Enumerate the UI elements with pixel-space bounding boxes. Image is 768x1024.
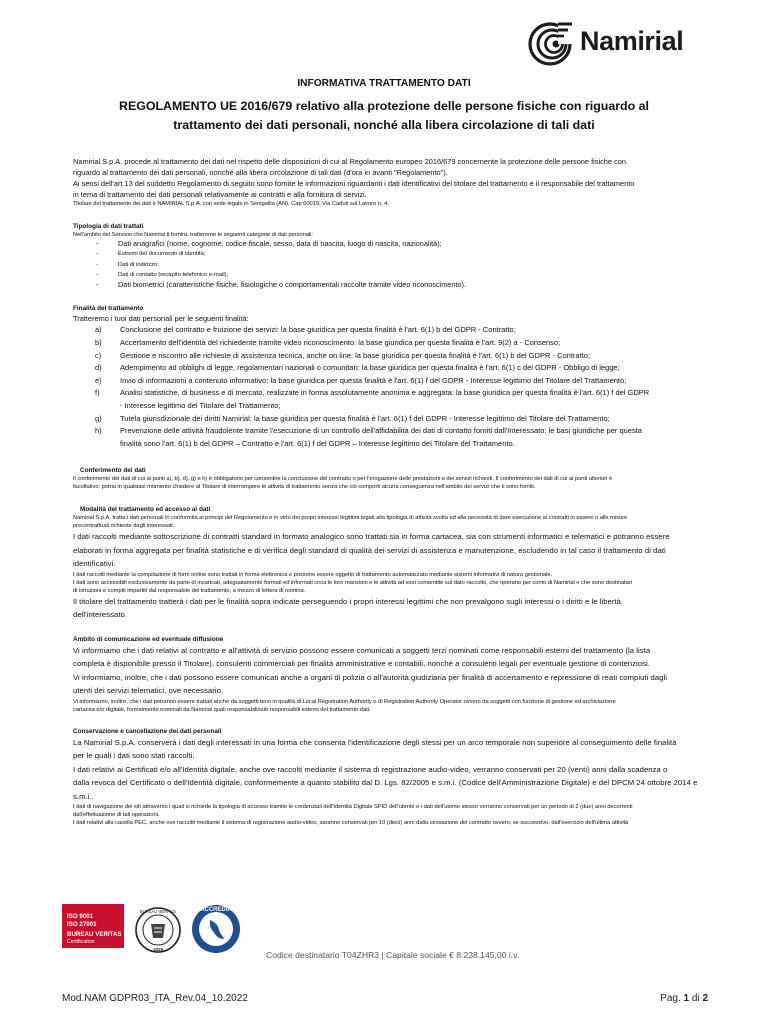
modalita-line: elaborati in forma aggregata per finalità statistiche e di verifica degli standard di qualità dei servizi di assistenza e manutenzione, escludendo in tal caso il trattamento di dati	[73, 545, 666, 555]
section-heading-finalita: Finalità del trattamento	[73, 305, 144, 313]
bureau-veritas-badge	[62, 904, 180, 952]
modalita-line: I dati sono accessibili esclusivamente da parte di incaricati, adeguatamente formati ed informati circa le loro mansioni e le attività ad essi consentite sul dato raccolto, che operano per conto di Namirial e che sono destinatari	[73, 579, 632, 586]
ambito-line: Vi informiamo, inoltre, che i dati possono essere comunicati anche a organi di polizia o all'autorità giudiziaria per finalità di accertamento e repressione di reati compiuti dagli	[73, 672, 668, 682]
bv-shield-icon	[151, 924, 165, 938]
tipologia-lead: Nell'ambito del Servizio che Namirial ti fornirà, tratteremo le seguenti categorie di dati personali:	[73, 232, 313, 238]
conservazione-line: I dati relativi ai Certificati e/o all'Identità digitale, anche ove raccolti mediante il sistema di registrazione audio-video, verranno conservati per 20 (venti) anni dalla scadenza o	[73, 764, 668, 774]
list-item: f) Analisi statistiche, di business e di mercato, realizzate in forma assolutamente anonima e aggregata: la base giuridica per questa finalità è l'art. 6(1) f del GDPR - Interesse legittimo del Titolare del Trattamento;	[95, 388, 650, 411]
modalita-section	[73, 505, 705, 622]
svg-text:1828: 1828	[152, 947, 164, 952]
ambito-line: Vi informiamo che i dati relativi al contratto e all'attività di servizio possono essere comunicati a soggetti terzi nominati come responsabili esterni del trattamento (la lista	[73, 645, 651, 655]
modalita-line: Namirial S.p.A. tratta i dati personali in conformità ai principi del Regolamento e in virtù dei propri interessi legittimi legati alla tipologia di attività svolta ed alla necessità di dare esecuzione ai contratti in essere o alle misure	[73, 515, 628, 522]
modalita-line: I dati raccolti mediante sottoscrizione di contratti standard in formato analogico sono trattati sia in forma cartacea, sia con strumenti informatici e telematici e potranno essere	[73, 532, 670, 542]
finalita-list	[73, 324, 705, 450]
page-total: 2	[702, 993, 708, 1004]
document-subtitle-line2: trattamento dei dati personali, nonché alla libera circolazione di tali dati	[173, 118, 595, 132]
svg-text:ACCREDIA: ACCREDIA	[200, 907, 232, 913]
document-titles	[0, 78, 768, 135]
logo-wordmark: Namirial	[580, 26, 684, 56]
section-heading-modalita: Modalità del trattamento ed accesso ai dati	[80, 506, 211, 514]
svg-text:Certification: Certification	[67, 939, 95, 945]
intro-section	[73, 156, 705, 208]
svg-text:BUREAU VERITAS: BUREAU VERITAS	[67, 931, 122, 938]
list-item: - Dati anagrafici (nome, cognome, codice fiscale, sesso, data di nascita, luogo di nascita, nazionalità);	[96, 239, 442, 248]
modalita-line: dell'interessato.	[73, 610, 128, 620]
conferimento-line: Il conferimento dei dati di cui ai punti a), b), d), g) e h) è obbligatorio per consentire la conclusione del contratto o per l'erogazione delle prestazioni e dei servizi richiesti. Il conferimento dei dati di cui ai punti ulteriori è	[73, 476, 613, 483]
finalita-lead: Tratteremo i tuoi dati personali per le seguenti finalità:	[73, 314, 249, 324]
titolare-line: Titolare del trattamento dei dati è NAMIRIAL S.p.A. con sede legale in Senigallia (AN), Cap 60019, Via Caduti sul Lavoro n. 4.	[73, 201, 389, 207]
modalita-line: Il titolare del trattamento tratterà i dati per le finalità sopra indicate perseguendo i propri interessi legittimi che non prevalgono sugli interessi o i diritti e le libertà	[73, 596, 622, 606]
conservazione-section	[73, 727, 705, 828]
ambito-line: Vi informiamo, inoltre, che i dati potranno essere trattati anche da soggetti terzi in qualità di Local Registration Authority o di Registration Authority Operator ovvero da soggetti con funzione di gestione ed archiviazione	[73, 698, 616, 705]
page-number: Pag. 1 di 2	[660, 993, 708, 1004]
section-heading-conservazione: Conservazione e cancellazione dei dati personali	[73, 727, 222, 735]
namirial-logo	[528, 22, 758, 66]
conservazione-line: La Namirial S.p.A. conserverà i dati degli interessati in una forma che consenta l'identificazione degli stessi per un arco temporale non superiore al conseguimento delle finalità	[73, 737, 677, 747]
list-item: e) Invio di informazioni a contenuto informativo: la base giuridica per questa finalità è l'art. 6(1) f del GDPR - Interesse legittimo del Titolare del Trattamento;	[95, 375, 627, 385]
conservazione-line: dall'effettuazione di tali operazioni.	[73, 812, 160, 819]
finalita-section	[73, 304, 705, 450]
document-title: INFORMATIVA TRATTAMENTO DATI	[297, 78, 471, 89]
ambito-line: cartacea e/o digitale, formalmente nominati da Namirial quali responsabili/sub responsabili esterni del trattamento dati.	[73, 706, 371, 713]
list-item: - Dati biometrici (caratteristiche fisiche, fisiologiche o comportamentali raccolte tramite video riconoscimento).	[96, 280, 466, 290]
section-heading-conferimento: Conferimento dei dati	[80, 467, 146, 475]
list-item: h) Prevenzione delle attività fraudolente tramite l'esecuzione di un controllo dell'affidabilità dei dati di contatto forniti dall'Interessato: le basi giuridiche per questa finalità sono l'art. 6(1) b del GDPR – Contratto e l'art. 6(1) f del GDPR – Interesse legittimo del Titolare del Trattamento.	[95, 426, 642, 448]
list-item: g) Tutela giurisdizionale dei diritti Namirial: la base giuridica per questa finalità è l'art. 6(1) f del GDPR - Interesse legittimo del Titolare del Trattamento;	[95, 413, 610, 423]
tipologia-section	[73, 222, 705, 290]
intro-line: riguardo al trattamento dei dati personali, nonché alla libera circolazione di tali dati (d'ora in avanti "Regolamento").	[73, 168, 448, 177]
accredia-badge	[192, 905, 240, 953]
list-item: - Dati di contatto (recapito telefonico e-mail);	[96, 271, 229, 278]
section-heading-tipologia: Tipologia di dati trattati	[73, 223, 144, 230]
conferimento-section	[73, 466, 705, 491]
conservazione-line: I dati di navigazione dei siti attraverso i quali si richiede la tipologia di accesso tramite le credenziali dell'Identità Digitale SPID dell'utente e i dati dell'utente stesso verranno conservati per un periodo di 2 (due) anni decorrenti	[73, 804, 633, 811]
document-body	[73, 156, 705, 827]
svg-text:BUREAU VERITAS: BUREAU VERITAS	[139, 909, 177, 914]
conferimento-line: facoltativo: potrai in qualsiasi momento chiedere al Titolare di interrompere le attività di trattamento senza che ciò comporti alcuna conseguenza nell'ambito dei servizi che ti sono forniti.	[73, 484, 536, 491]
modalita-line: identificativi.	[73, 559, 116, 569]
list-item: b) Accertamento dell'identità del richiedente tramite video riconoscimento: la base giuridica per questa finalità è l'art. 9(2) a - Consenso;	[95, 338, 561, 348]
document-model-code: Mod.NAM GDPR03_ITA_Rev.04_10.2022	[62, 993, 248, 1004]
certification-logos	[62, 900, 246, 964]
modalita-line: di istruzioni e compiti impartiti dal responsabile del trattamento, a mezzo di lettera di nomina.	[73, 587, 306, 594]
modalita-line: precontrattuali richieste dagli interessati.	[73, 523, 175, 530]
list-item: - Dati di indirizzo;	[96, 261, 159, 268]
document-subtitle-line1: REGOLAMENTO UE 2016/679 relativo alla protezione delle persone fisiche con riguardo al	[119, 99, 649, 113]
namirial-swirl-icon	[528, 22, 574, 66]
svg-text:ISO 9001: ISO 9001	[67, 913, 94, 920]
svg-text:ISO 27001: ISO 27001	[67, 921, 97, 928]
section-heading-ambito: Ambito di comunicazione ed eventuale diffusione	[73, 635, 224, 643]
conservazione-line: I dati relativi alla casella PEC, anche ove raccolti mediante il sistema di registrazione audio-video, saranno conservati per 10 (dieci) anni dalla cessazione del contratto ovvero, se successivo, dall'esercizio dell'ultima attività	[73, 820, 629, 827]
company-info-line: Codice destinatario T04ZHR3 | Capitale sociale € 8.238.145,00 i.v.	[266, 950, 520, 960]
intro-line: Ai sensi dell'art.13 del suddetto Regolamento di seguito sono fornite le informazioni riguardanti i dati identificativi del titolare del trattamento e il responsabile del trattamento	[73, 179, 635, 188]
ambito-line: completa è disponibile presso il Titolare), consulenti commerciali per finalità amministrative e contabili, nonché a consulenti legali per eventuale gestione di contenziosi.	[73, 659, 650, 669]
modalita-line: I dati raccolti mediante la compilazione di form online sono trattati in forma elettronica e possono essere oggetto di trattamento automatizzato mediante sistemi informativi di natura gestionale.	[73, 571, 553, 578]
tipologia-list	[73, 239, 705, 290]
intro-line: in tema di trattamento dei dati personali relativamente ai contratti e alla fornitura di servizi.	[73, 190, 367, 199]
certification-badges-graphic	[62, 900, 246, 964]
ambito-section	[73, 635, 705, 714]
ambito-line: utenti dei servizi telematici, ove necessario.	[73, 686, 224, 696]
conservazione-line: per le quali i dati sono stati raccolti.	[73, 751, 195, 761]
list-item: - Estremi del documento di identità;	[96, 251, 206, 258]
conservazione-line: dalla revoca del Certificato o dell'Identità digitale, conformemente a quanto stabilito dal D. Lgs. 82/2005 e s.m.i. (Codice dell'Amministrazione Digitale) e del DPCM 24 ottobre 2014 e s.m.i..	[73, 778, 698, 801]
list-item: a) Conclusione del contratto e fruizione dei servizi: la base giuridica per questa finalità è l'art. 6(1) b del GDPR - Contratto;	[95, 325, 516, 335]
page-current: 1	[683, 993, 690, 1004]
list-item: c) Gestione e riscontro alle richieste di assistenza tecnica, anche on line: la base giuridica per questa finalità è l'art. 6(1) b del GDPR - Contratto;	[95, 350, 591, 360]
intro-line: Namirial S.p.A. procede al trattamento dei dati nel rispetto delle disposizioni di cui al Regolamento europeo 2016/679 concernente la protezione delle persone fisiche con	[73, 157, 626, 166]
list-item: d) Adempimento ad obblighi di legge, regolamentari nazionali o comunitari: la base giuridica per questa finalità è l'art. 6(1) c del GDPR - Obbligo di legge;	[95, 363, 620, 373]
